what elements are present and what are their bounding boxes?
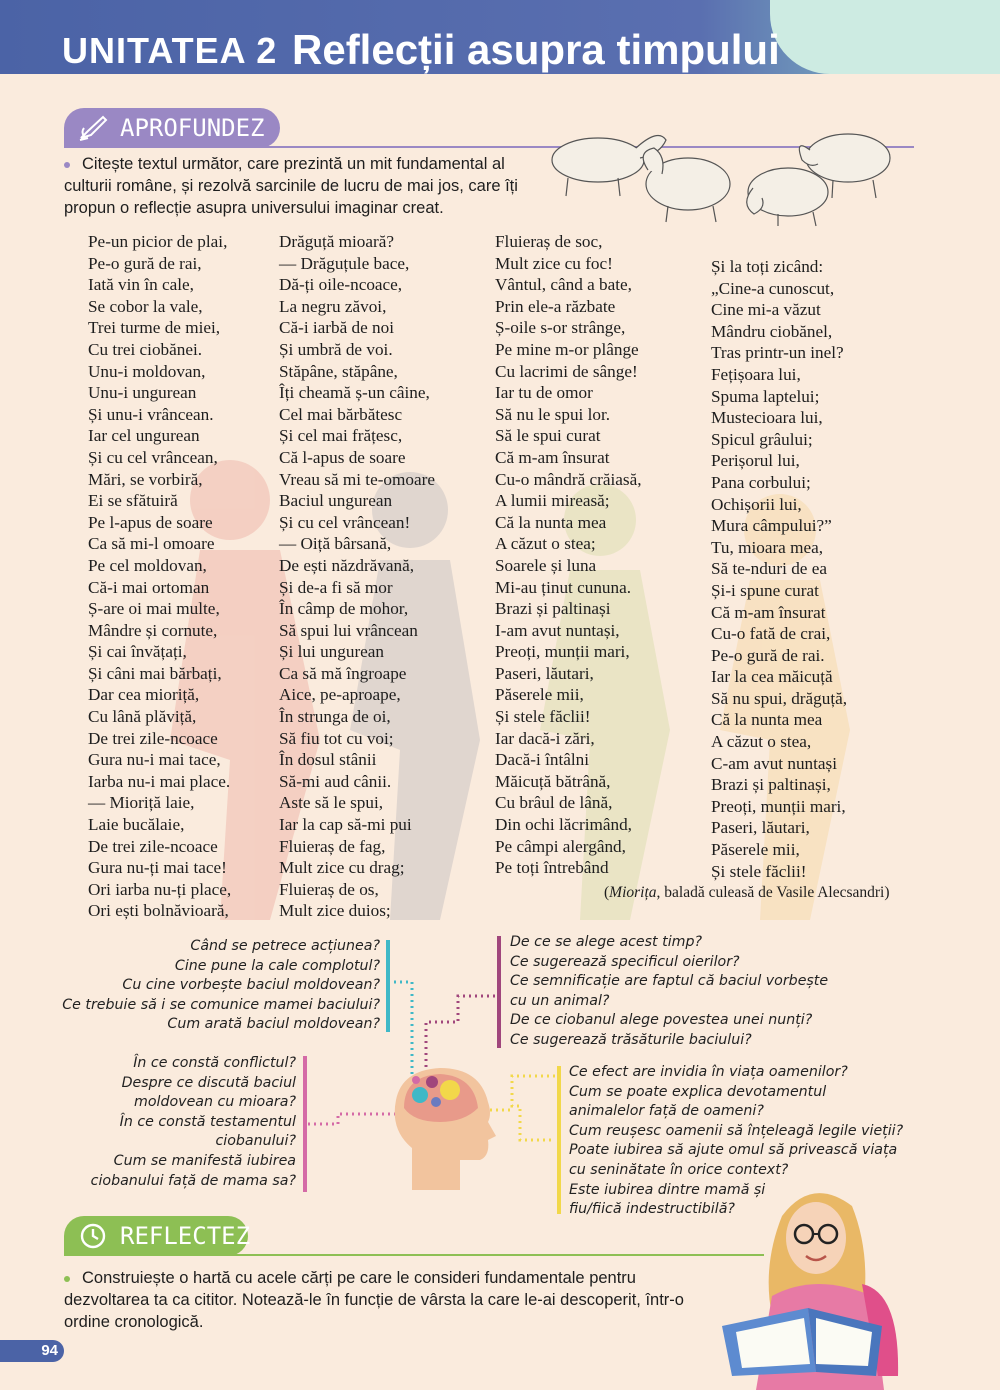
poem-line: Și stele făclii! <box>495 707 591 727</box>
poem-line: Pe cel moldovan, <box>88 555 207 575</box>
poem-line: Și cu cel vrâncean, <box>88 447 218 467</box>
question-line: Ce semnificație are faptul că baciul vorbește <box>510 973 829 990</box>
question-line: cu seninătate în orice context? <box>569 1161 789 1178</box>
poem-line: Ei se sfătuiră <box>88 491 178 511</box>
section-tag-reflectez <box>64 1216 251 1256</box>
poem-line: Laie bucălaie, <box>88 815 185 835</box>
poem-line: Iată vin în cale, <box>88 275 194 295</box>
question-line: Ce sugerează specificul oierilor? <box>510 953 740 970</box>
poem-line: Mura câmpului?” <box>711 516 832 536</box>
question-line: ciobanului? <box>215 1133 296 1150</box>
question-group-bar <box>386 940 390 1032</box>
poem-line: Că-i iarbă de noi <box>279 318 395 338</box>
poem-line: Cu trei ciobănei. <box>88 339 203 359</box>
poem-line: Păserele mii, <box>711 840 800 860</box>
poem-line: Preoți, munții mari, <box>495 642 630 662</box>
poem-line: Fluieraș de os, <box>279 879 379 899</box>
poem-line: Mi-au ținut cununa. <box>495 577 632 597</box>
poem-line: Că la nunta mea <box>711 710 823 730</box>
poem-line: În strunga de oi, <box>279 707 391 727</box>
poem-line: De trei zile-ncoace <box>88 728 218 748</box>
question-line: Când se petrece acțiunea? <box>190 938 380 954</box>
poem-line: Unu-i ungurean <box>88 383 197 403</box>
poem-line: Dar cea mioriță, <box>88 685 200 705</box>
poem-line: Brazi și paltinași <box>495 599 611 619</box>
question-line: În ce constă conflictul? <box>133 1055 296 1071</box>
poem-line: Mândre și cornute, <box>88 620 218 640</box>
poem-line: Păserele mii, <box>495 685 584 705</box>
poem-line: Soarele și luna <box>495 555 597 575</box>
poem-line: Măicuță bătrână, <box>495 771 611 791</box>
poem-line: Să nu spui, drăguță, <box>711 688 848 708</box>
poem-line: Ș-oile s-or strânge, <box>495 318 626 338</box>
poem-line: Și cel mai frățesc, <box>279 426 403 446</box>
poem-line: Ca să mi-l omoare <box>88 534 215 554</box>
poem-line: Tu, mioara mea, <box>711 537 824 557</box>
poem-line: Cu lacrimi de sânge! <box>495 361 638 381</box>
questions-left-bottom <box>76 1054 296 1191</box>
bullet <box>64 1276 70 1282</box>
page-number: 94 <box>0 1340 64 1362</box>
poem-line: Și de-a fi să mor <box>279 577 393 597</box>
poem-line: Preoți, munții mari, <box>711 796 846 816</box>
poem-line: Spuma laptelui; <box>711 386 820 406</box>
poem-line: Că la nunta mea <box>495 512 607 532</box>
question-line: Este iubirea dintre mamă și <box>569 1181 766 1198</box>
poem-line: Ori ești bolnăvioară, <box>88 901 229 921</box>
poem-line: Mult zice duios; <box>279 901 391 921</box>
poem-line: În dosul stânii <box>279 750 377 770</box>
unit-label: UNITATEA 2 <box>62 30 278 71</box>
poem-line: Să nu le spui lor. <box>495 404 611 424</box>
poem-column-1 <box>88 231 231 922</box>
poem-line: Brazi și paltinași, <box>711 775 831 795</box>
poem-line: Gura nu-i mai tace, <box>88 750 221 770</box>
poem-line: Iar dacă-i zări, <box>495 728 595 748</box>
poem-line: Și cu cel vrâncean! <box>279 512 411 532</box>
poem-line: În câmp de mohor, <box>279 599 409 619</box>
question-line: moldovean cu mioara? <box>134 1094 296 1111</box>
poem-line: Iarba nu-i mai place. <box>88 771 231 791</box>
task-intro <box>64 153 544 219</box>
poem-line: Trei turme de miei, <box>88 318 221 338</box>
poem-line: Pe câmpi alergând, <box>495 836 626 856</box>
poem-line: Vântul, când a bate, <box>495 275 632 295</box>
girl-reading-illustration <box>712 1176 922 1390</box>
poem-line: Dă-ți oile-ncoace, <box>279 275 403 295</box>
clock-icon <box>78 1222 108 1250</box>
poem-line: Pe-un picior de plai, <box>88 232 228 251</box>
poem-line: Și cai învățați, <box>88 642 187 662</box>
poem-line: Să spui lui vrâncean <box>279 620 418 640</box>
poem-line: Ca să mă îngroape <box>279 663 407 683</box>
poem-line: Mări, se vorbiră, <box>88 469 203 489</box>
question-line: ciobanului față de mama sa? <box>90 1172 296 1189</box>
poem-line: Spicul grâului; <box>711 429 813 449</box>
question-line: Cum reușesc oamenii să înțeleagă legile vieții? <box>569 1122 904 1139</box>
poem-line: Dacă-i întâlni <box>495 750 590 770</box>
poem-line: Și unu-i vrâncean. <box>88 404 214 424</box>
poem-line: Pe l-apus de soare <box>88 512 213 532</box>
poem-line: Și câni mai bărbați, <box>88 663 222 683</box>
poem-line: Din ochi lăcrimând, <box>495 815 632 835</box>
question-line: fiu/fiică indestructibilă? <box>569 1201 735 1218</box>
poem-column-3 <box>495 231 642 879</box>
poem-line: Să te-nduri de ea <box>711 559 827 579</box>
poem-line: Fețișoara lui, <box>711 364 801 384</box>
question-group-bar <box>557 1066 561 1214</box>
poem-line: Prin ele-a răzbate <box>495 296 616 316</box>
poem-line: A lumii mireasă; <box>495 491 610 511</box>
poem-line: Că m-am însurat <box>495 447 610 467</box>
poem-line: Fluieraș de fag, <box>279 836 386 856</box>
question-group-bar <box>303 1056 307 1192</box>
pencil-hand-icon <box>78 114 108 142</box>
section-rule <box>64 1254 764 1256</box>
poem-line: Mult zice cu drag; <box>279 858 405 878</box>
task-intro-text: Citește textul următor, care prezintă un mit fundamental al culturii române, și rezolvă sarcinile de lucru de mai jos, care îți propun o reflecție asupra universului imaginar creat. <box>64 155 518 217</box>
poem-line: Se cobor la vale, <box>88 296 203 316</box>
poem-line: Că-i mai ortoman <box>88 577 210 597</box>
poem-line: Pe-o gură de rai, <box>88 253 202 273</box>
poem-line: Aste să le spui, <box>279 793 384 813</box>
poem-line: Să le spui curat <box>495 426 601 446</box>
unit-title: Reflecții asupra timpului <box>292 26 780 73</box>
poem-line: Paseri, lăutari, <box>711 818 810 838</box>
poem-column-4 <box>711 256 847 882</box>
question-line: cu un animal? <box>510 992 610 1009</box>
poem-line: De trei zile-ncoace <box>88 836 218 856</box>
section-tag-label: APROFUNDEZ <box>120 114 265 142</box>
reflect-task <box>64 1267 704 1333</box>
poem-line: — Mioriță laie, <box>88 793 195 813</box>
poem-line: Și stele făclii! <box>711 861 807 881</box>
poem-column-2 <box>279 231 435 922</box>
question-line: Poate iubirea să ajute omul să privească viața <box>569 1142 898 1159</box>
source-title: Miorița <box>609 884 657 901</box>
poem-line: Mândru ciobănel, <box>711 321 833 341</box>
poem-line: Drăguță mioară? <box>279 232 395 251</box>
poem-line: Să fiu tot cu voi; <box>279 728 394 748</box>
poem-line: Paseri, lăutari, <box>495 663 594 683</box>
poem-source: (Miorița, baladă culeasă de Vasile Alecsandri) <box>604 884 890 901</box>
poem-line: Cu lână plăviță, <box>88 707 197 727</box>
question-line: În ce constă testamentul <box>119 1113 296 1130</box>
poem-line: C-am avut nuntași <box>711 753 838 773</box>
question-line: Ce trebuie să i se comunice mamei baciului? <box>62 996 380 1013</box>
poem-line: — Drăguțule bace, <box>279 253 410 273</box>
poem-line: La negru zăvoi, <box>279 296 387 316</box>
section-tag-label: REFLECTEZ <box>120 1222 251 1250</box>
source-attribution: , baladă culeasă de Vasile Alecsandri) <box>656 884 890 901</box>
question-line: Cine pune la cale complotul? <box>174 957 380 974</box>
poem-line: Că m-am însurat <box>711 602 826 622</box>
poem-line: Perișorul lui, <box>711 451 800 471</box>
poem-line: Iar tu de omor <box>495 383 593 403</box>
poem-line: — Oiță bârsană, <box>279 534 392 554</box>
poem-line: Vreau să mi te-omoare <box>279 469 435 489</box>
poem-line: Cine mi-a văzut <box>711 300 821 320</box>
questions-right-top <box>510 933 850 1051</box>
poem-line: Stăpâne, stăpâne, <box>279 361 398 381</box>
poem-line: Iar cel ungurean <box>88 426 200 446</box>
question-line: Cum se manifestă iubirea <box>113 1152 296 1169</box>
question-line: Ce efect are invidia în viața oamenilor? <box>569 1064 848 1080</box>
poem-line: Iar la cap să-mi pui <box>279 815 412 835</box>
poem-line: Pana corbului; <box>711 472 811 492</box>
poem-line: Gura nu-ți mai tace! <box>88 858 227 878</box>
poem-line: Aice, pe-aproape, <box>279 685 401 705</box>
poem-line: Tras printr-un inel? <box>711 343 844 363</box>
poem-line: Cu-o mândră crăiasă, <box>495 469 642 489</box>
poem-line: Că l-apus de soare <box>279 447 406 467</box>
poem-line: I-am avut nuntași, <box>495 620 620 640</box>
poem-line: Să-mi aud cânii. <box>279 771 392 791</box>
questions-left-top <box>40 937 380 1035</box>
sheep-illustration <box>548 118 908 228</box>
header-decoration <box>770 0 1000 74</box>
bullet <box>64 162 70 168</box>
poem-line: Iar la cea măicuță <box>711 667 833 687</box>
poem-line: Îți cheamă ș-un câine, <box>279 383 430 403</box>
poem-line: Pe toți întrebând <box>495 858 609 878</box>
page-header <box>0 0 1000 78</box>
section-tag-aprofundez <box>64 108 280 148</box>
poem-line: Și lui ungurean <box>279 642 385 662</box>
poem-line: Cel mai bărbătesc <box>279 404 403 424</box>
poem-line: Și-i spune curat <box>711 580 819 600</box>
question-line: De ce ciobanul alege povestea unei nunți? <box>510 1012 813 1029</box>
question-line: Cum se poate explica devotamentul <box>569 1083 827 1100</box>
poem-line: Și umbră de voi. <box>279 339 393 359</box>
poem-line: Mustecioara lui, <box>711 408 823 428</box>
poem-line: Ori iarba nu-ți place, <box>88 879 232 899</box>
poem-line: Mult zice cu foc! <box>495 253 613 273</box>
poem-line: Cu-o fată de crai, <box>711 624 831 644</box>
question-line: Ce sugerează trăsăturile baciului? <box>510 1031 752 1048</box>
poem-line: A căzut o stea, <box>711 732 812 752</box>
poem-line: Ș-are oi mai multe, <box>88 599 220 619</box>
poem-line: „Cine-a cunoscut, <box>711 278 835 298</box>
question-line: Despre ce discută baciul <box>121 1074 296 1091</box>
poem-line: Cu brâul de lână, <box>495 793 613 813</box>
question-line: animalelor față de oameni? <box>569 1103 764 1120</box>
poem-line: Pe-o gură de rai. <box>711 645 825 665</box>
poem-line: Unu-i moldovan, <box>88 361 206 381</box>
poem-line: Baciul ungurean <box>279 491 393 511</box>
question-line: De ce se alege acest timp? <box>510 934 702 950</box>
reflect-task-text: Construiește o hartă cu acele cărți pe care le consideri fundamentale pentru dezvoltarea ta ca cititor. Notează-le în funcție de vârsta la care le-ai descoperit, într-o ordine cronologică. <box>64 1269 684 1331</box>
poem-line: De ești năzdrăvană, <box>279 555 415 575</box>
poem-line: Și la toți zicând: <box>711 257 824 276</box>
poem-line: Pe mine m-or plânge <box>495 339 639 359</box>
question-line: Cu cine vorbește baciul moldovean? <box>122 977 380 994</box>
question-line: Cum arată baciul moldovean? <box>167 1016 380 1033</box>
question-group-bar <box>497 936 501 1048</box>
poem-line: Ochișorii lui, <box>711 494 802 514</box>
poem-line: A căzut o stea; <box>495 534 596 554</box>
poem-line: Fluieraș de soc, <box>495 232 603 251</box>
